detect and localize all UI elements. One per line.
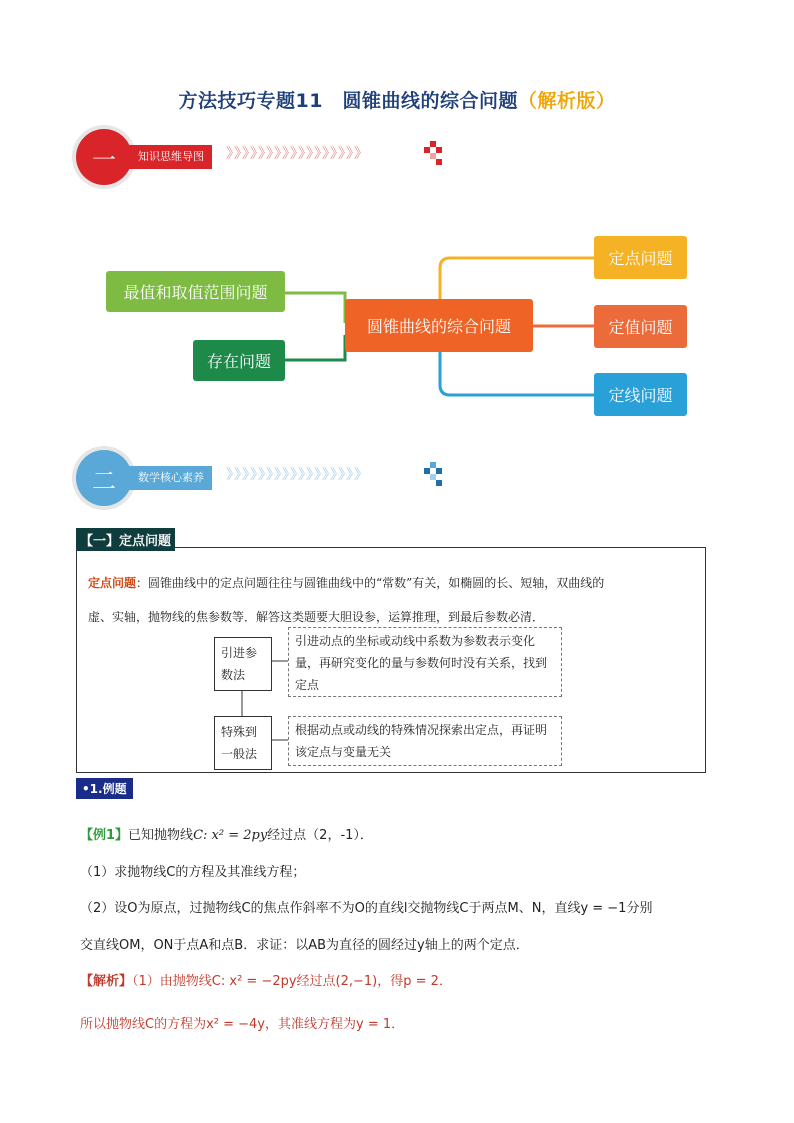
title-main: 方法技巧专题11 圆锥曲线的综合问题 — [178, 90, 518, 112]
solution-line-2: 所以抛物线C的方程为x² = −4y，其准线方程为y = 1． — [80, 1017, 405, 1032]
section-label: 数学核心素养 — [124, 466, 212, 490]
example-stem: 【例1】已知抛物线C: x² = 2py经过点（2，-1）． — [80, 828, 373, 843]
mindmap-node-fixed-point: 定点问题 — [594, 236, 687, 279]
example-question-2-cont: 交直线OM，ON于点A和点B．求证：以AB为直径的圆经过y轴上的两个定点． — [80, 938, 529, 953]
title-suffix: （解析版） — [517, 90, 616, 112]
method-box-parameter: 引进参数法 — [214, 637, 272, 691]
topic-header: 【一】定点问题 — [76, 528, 175, 551]
mindmap-node-extremum: 最值和取值范围问题 — [106, 271, 285, 312]
method-desc-special: 根据动点或动线的特殊情况探索出定点，再证明该定点与变量无关 — [288, 716, 562, 766]
example-question-1: （1）求抛物线C的方程及其准线方程； — [80, 865, 306, 880]
example-badge: •1.例题 — [76, 778, 133, 799]
example-question-2: （2）设O为原点，过抛物线C的焦点作斜率不为O的直线l交抛物线C于两点M、N，直线y = −1分别 — [80, 901, 653, 916]
mindmap-node-fixed-line: 定线问题 — [594, 373, 687, 416]
mindmap-node-center: 圆锥曲线的综合问题 — [345, 299, 533, 352]
mindmap-node-existence: 存在问题 — [193, 340, 285, 381]
mindmap-node-fixed-value: 定值问题 — [594, 305, 687, 348]
section-numeral: 一 — [76, 129, 132, 185]
topic-description: 定点问题：圆锥曲线中的定点问题往往与圆锥曲线中的“常数”有关，如椭圆的长、短轴，双曲线的 虚、实轴，抛物线的焦参数等．解答这类题要大胆设参，运算推理，到最后参数必清． — [88, 576, 605, 624]
topic-keyword: 定点问题 — [88, 576, 137, 590]
chevron-decoration: 》》》》》》》》》》》》》》》》》 — [226, 467, 369, 483]
solution-line-1: 【解析】（1）由抛物线C: x² = −2py经过点(2,−1)，得p = 2． — [80, 974, 452, 989]
section-numeral: 二 — [76, 450, 132, 506]
section-label: 知识思维导图 — [124, 145, 212, 169]
method-box-special: 特殊到一般法 — [214, 716, 272, 770]
chevron-decoration: 》》》》》》》》》》》》》》》》》 — [226, 146, 369, 162]
method-desc-parameter: 引进动点的坐标或动线中系数为参数表示变化量，再研究变化的量与参数何时没有关系，找到定点 — [288, 627, 562, 697]
